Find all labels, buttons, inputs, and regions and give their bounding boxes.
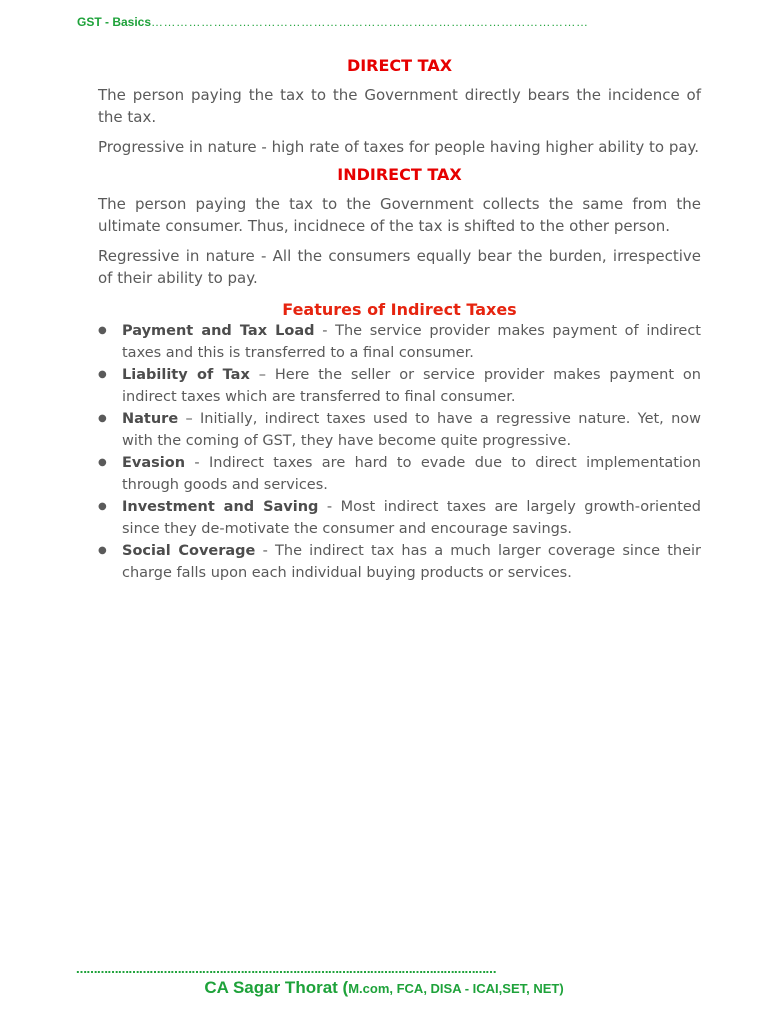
direct-tax-paragraph: Progressive in nature - high rate of taxes for people having higher ability to pay.	[98, 138, 700, 156]
indirect-tax-heading: INDIRECT TAX	[337, 165, 462, 184]
indirect-tax-paragraph: The person paying the tax to the Government collects the same from the ultimate consumer. Thus, incidnece of the tax is shifted to the other person.	[98, 195, 701, 235]
page-header	[77, 15, 697, 29]
list-item	[98, 540, 701, 584]
document-body	[98, 56, 701, 584]
list-item	[98, 408, 701, 452]
header-dotted-rule: ……………………………………………………………………………………………	[151, 15, 589, 29]
footer-author: CA Sagar Thorat (	[204, 978, 349, 997]
bullet-icon: ●	[98, 325, 107, 336]
footer-qualifications: M.com, FCA, DISA - ICAI,SET, NET)	[348, 981, 564, 996]
feature-term: Social Coverage	[122, 543, 256, 559]
feature-term: Evasion	[122, 455, 186, 471]
features-list	[98, 320, 701, 584]
list-item	[98, 320, 701, 364]
list-item	[98, 452, 701, 496]
bullet-icon: ●	[98, 545, 107, 556]
list-item	[98, 496, 701, 540]
feature-term: Investment and Saving	[122, 499, 319, 515]
bullet-icon: ●	[98, 413, 107, 424]
feature-term: Nature	[122, 411, 179, 427]
bullet-icon: ●	[98, 457, 107, 468]
list-item	[98, 364, 701, 408]
feature-description: - Most indirect taxes are largely growth-oriented since they de-motivate the consumer and encourage savings.	[122, 499, 702, 537]
feature-term: Liability of Tax	[122, 367, 250, 383]
features-heading: Features of Indirect Taxes	[282, 300, 517, 319]
feature-description: – Initially, indirect taxes used to have a regressive nature. Yet, now with the coming of GST, they have become quite progressive.	[122, 411, 701, 449]
feature-description: - The service provider makes payment of indirect taxes and this is transferred to a final consumer.	[122, 323, 701, 361]
feature-description: - Indirect taxes are hard to evade due to direct implementation through goods and services.	[122, 455, 701, 493]
direct-tax-heading: DIRECT TAX	[346, 56, 453, 75]
indirect-tax-paragraph: Regressive in nature - All the consumers equally bear the burden, irrespective of their ability to pay.	[98, 247, 701, 287]
header-title: GST - Basics	[77, 15, 152, 29]
feature-description: - The indirect tax has a much larger coverage since their charge falls upon each individual buying products or services.	[122, 543, 702, 581]
bullet-icon: ●	[98, 369, 107, 380]
page-footer	[0, 978, 768, 998]
feature-term: Payment and Tax Load	[122, 323, 315, 339]
direct-tax-paragraph: The person paying the tax to the Government directly bears the incidence of the tax.	[98, 86, 701, 126]
bullet-icon: ●	[98, 501, 107, 512]
footer-dotted-rule: …………………………………………………………………………………………………………	[76, 963, 496, 976]
feature-description: – Here the seller or service provider makes payment on indirect taxes which are transferred to final consumer.	[122, 367, 701, 405]
